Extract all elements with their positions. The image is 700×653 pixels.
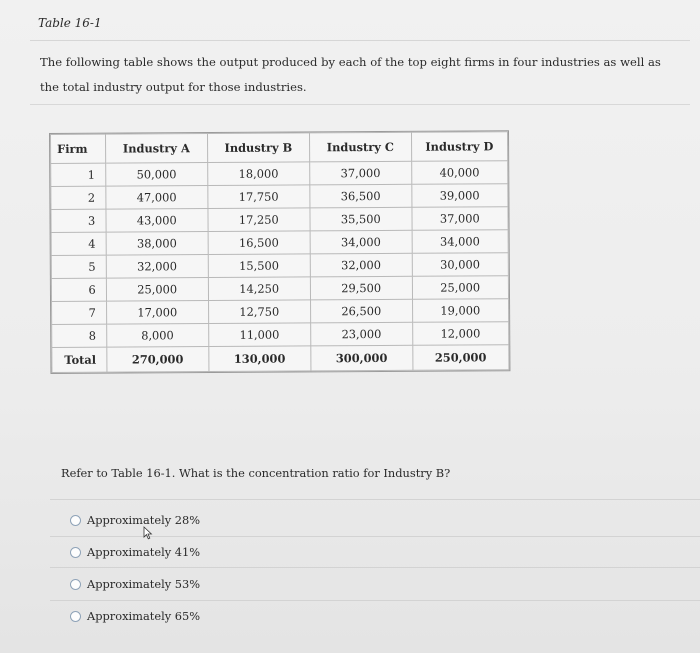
table-title: Table 16-1 xyxy=(38,16,102,30)
cell-firm: 4 xyxy=(51,232,106,255)
answer-option-4[interactable] xyxy=(70,609,200,623)
cell-industry-d: 25,000 xyxy=(412,276,508,300)
cell-total-industry-a: 270,000 xyxy=(107,347,209,373)
output-table xyxy=(50,131,509,373)
table-row xyxy=(51,184,508,210)
cell-industry-b: 18,000 xyxy=(207,162,309,186)
intro-text: The following table shows the output produced by each of the top eight firms in four industries as well as the total industry output for those industries. xyxy=(40,55,661,94)
cell-industry-d: 39,000 xyxy=(412,184,508,208)
cell-industry-c: 36,500 xyxy=(310,184,412,208)
cell-industry-d: 19,000 xyxy=(412,299,508,323)
cell-firm: 2 xyxy=(51,186,106,209)
cell-industry-d: 34,000 xyxy=(412,230,508,254)
answer-option-2[interactable] xyxy=(70,545,200,559)
cell-industry-b: 14,250 xyxy=(208,277,310,301)
radio-button[interactable] xyxy=(70,611,81,622)
table-row xyxy=(52,299,509,325)
header-industry-c: Industry C xyxy=(309,132,411,162)
divider xyxy=(30,104,690,105)
cell-industry-d: 40,000 xyxy=(411,161,507,185)
table-row xyxy=(51,230,508,256)
answer-option-label: Approximately 28% xyxy=(87,513,201,527)
cell-firm: 8 xyxy=(52,324,107,347)
divider xyxy=(50,600,700,601)
cell-industry-a: 50,000 xyxy=(105,163,207,187)
cell-firm: 5 xyxy=(51,255,106,278)
cell-firm: 1 xyxy=(51,163,106,186)
cell-total-industry-c: 300,000 xyxy=(311,345,413,371)
cell-industry-b: 17,250 xyxy=(208,208,310,232)
cell-industry-c: 32,000 xyxy=(310,253,412,277)
table-row xyxy=(51,276,508,302)
answer-option-label: Approximately 41% xyxy=(87,545,201,559)
cell-industry-c: 37,000 xyxy=(309,161,411,185)
cell-industry-c: 29,500 xyxy=(310,276,412,300)
table-row xyxy=(51,161,508,187)
cell-industry-c: 26,500 xyxy=(310,299,412,323)
radio-button[interactable] xyxy=(70,547,81,558)
cell-firm: 3 xyxy=(51,209,106,232)
answer-option-label: Approximately 53% xyxy=(87,577,201,591)
cell-firm: 6 xyxy=(51,278,106,301)
table-header-row xyxy=(51,132,508,164)
cell-total-industry-b: 130,000 xyxy=(209,346,311,372)
table-row xyxy=(51,253,508,279)
divider xyxy=(30,40,690,41)
answer-option-1[interactable] xyxy=(70,513,200,527)
header-industry-d: Industry D xyxy=(411,132,507,162)
table-row xyxy=(51,207,508,233)
cell-industry-b: 11,000 xyxy=(208,323,310,347)
cell-industry-d: 30,000 xyxy=(412,253,508,277)
cell-industry-b: 16,500 xyxy=(208,231,310,255)
cell-total-industry-d: 250,000 xyxy=(413,345,509,371)
answer-option-3[interactable] xyxy=(70,577,200,591)
cell-industry-c: 34,000 xyxy=(310,230,412,254)
cell-industry-a: 17,000 xyxy=(106,301,208,325)
question-text: Refer to Table 16-1. What is the concentration ratio for Industry B? xyxy=(61,466,451,480)
cell-industry-d: 12,000 xyxy=(412,322,508,346)
header-industry-b: Industry B xyxy=(207,133,309,163)
answer-option-label: Approximately 65% xyxy=(87,609,201,623)
cell-industry-a: 25,000 xyxy=(106,278,208,302)
divider xyxy=(50,567,700,568)
cell-industry-c: 35,500 xyxy=(310,207,412,231)
cell-industry-a: 38,000 xyxy=(106,232,208,256)
divider xyxy=(50,499,700,500)
cell-industry-a: 32,000 xyxy=(106,255,208,279)
cell-industry-a: 47,000 xyxy=(106,186,208,210)
cell-industry-b: 17,750 xyxy=(208,185,310,209)
table-total-row xyxy=(52,345,509,373)
header-firm: Firm xyxy=(51,134,106,163)
cell-total-label: Total xyxy=(52,347,107,372)
cell-firm: 7 xyxy=(52,301,107,324)
cell-industry-b: 12,750 xyxy=(208,300,310,324)
table-row xyxy=(52,322,509,348)
radio-button[interactable] xyxy=(70,515,81,526)
cell-industry-a: 43,000 xyxy=(106,209,208,233)
header-industry-a: Industry A xyxy=(105,134,207,164)
mouse-pointer-icon xyxy=(143,526,153,540)
cell-industry-c: 23,000 xyxy=(310,322,412,346)
cell-industry-a: 8,000 xyxy=(106,324,208,348)
cell-industry-b: 15,500 xyxy=(208,254,310,278)
cell-industry-d: 37,000 xyxy=(412,207,508,231)
radio-button[interactable] xyxy=(70,579,81,590)
